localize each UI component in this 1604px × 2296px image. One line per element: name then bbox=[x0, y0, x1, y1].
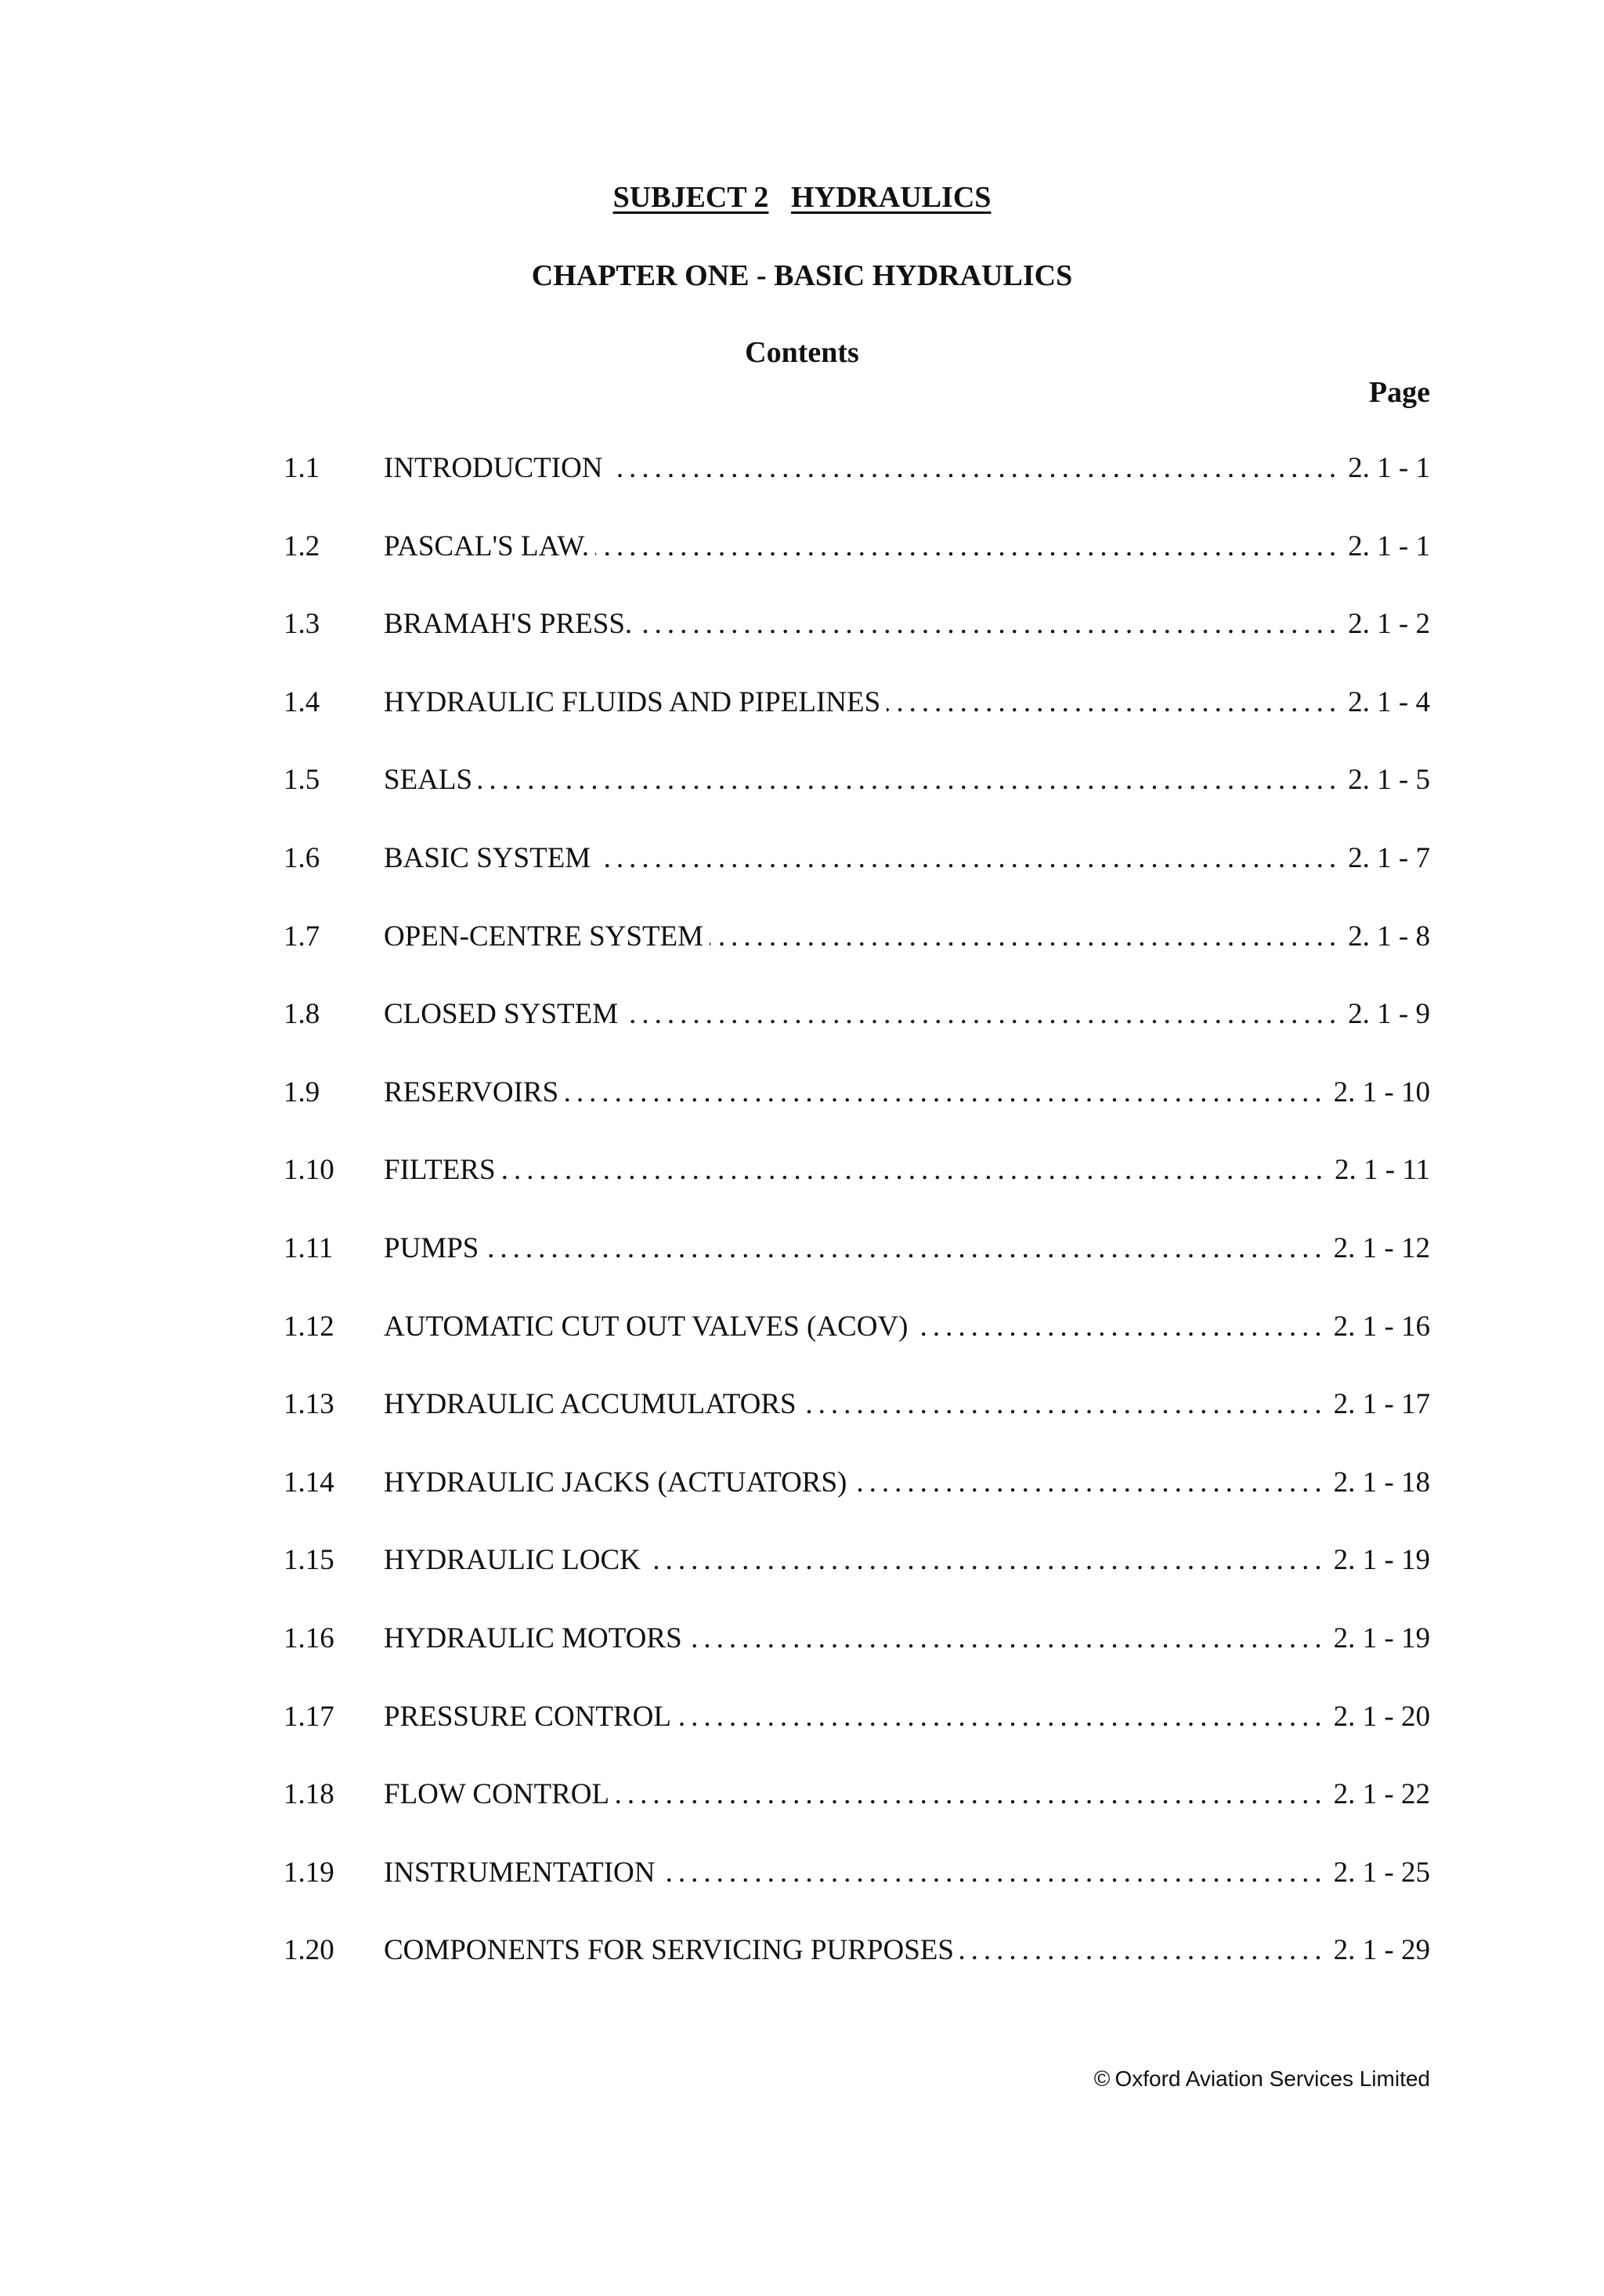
toc-entry-page: 2. 1 - 19 bbox=[1333, 1544, 1430, 1577]
toc-entry-page: 2. 1 - 9 bbox=[1348, 998, 1430, 1031]
toc-entry-title: INSTRUMENTATION bbox=[384, 1856, 656, 1889]
toc-entry-number: 1.4 bbox=[284, 685, 320, 718]
toc-entry-title: PRESSURE CONTROL bbox=[384, 1700, 671, 1733]
toc-entry-title: PUMPS bbox=[384, 1231, 479, 1264]
toc-entry-number: 1.19 bbox=[284, 1856, 334, 1889]
toc-entry-1-1[interactable] bbox=[284, 450, 1430, 528]
toc-entry-title: PASCAL'S LAW. bbox=[384, 530, 590, 562]
toc-entry-title: HYDRAULIC FLUIDS AND PIPELINES bbox=[384, 685, 881, 718]
toc-entry-page: 2. 1 - 17 bbox=[1333, 1388, 1430, 1421]
dot-leader bbox=[803, 1386, 1328, 1423]
toc-entry-1-17[interactable] bbox=[284, 1698, 1430, 1777]
toc-entry-title: SEALS bbox=[384, 764, 473, 797]
toc-entry-title: OPEN-CENTRE SYSTEM bbox=[384, 920, 704, 953]
toc-entry-number: 1.6 bbox=[284, 841, 320, 874]
dot-leader bbox=[677, 1698, 1328, 1736]
toc-entry-page: 2. 1 - 12 bbox=[1333, 1231, 1430, 1264]
dot-leader bbox=[688, 1620, 1328, 1658]
dot-leader bbox=[624, 996, 1342, 1033]
dot-leader bbox=[609, 450, 1342, 487]
toc-entry-title: CLOSED SYSTEM bbox=[384, 998, 619, 1031]
toc-entry-1-6[interactable] bbox=[284, 840, 1430, 918]
toc-entry-title: FLOW CONTROL bbox=[384, 1778, 610, 1811]
toc-entry-page: 2. 1 - 10 bbox=[1333, 1076, 1430, 1108]
toc-entry-title: BASIC SYSTEM bbox=[384, 841, 591, 874]
toc-entry-number: 1.5 bbox=[284, 764, 320, 797]
dot-leader bbox=[485, 1230, 1327, 1267]
toc-entry-number: 1.11 bbox=[284, 1231, 334, 1264]
toc-entry-number: 1.18 bbox=[284, 1778, 334, 1811]
contents-heading: Contents bbox=[745, 336, 859, 369]
dot-leader bbox=[502, 1152, 1328, 1189]
toc-entry-1-14[interactable] bbox=[284, 1464, 1430, 1542]
subject-number: SUBJECT 2 bbox=[612, 181, 769, 214]
toc-entry-number: 1.16 bbox=[284, 1622, 334, 1654]
dot-leader bbox=[638, 606, 1342, 643]
toc-entry-1-12[interactable] bbox=[284, 1308, 1430, 1387]
toc-entry-page: 2. 1 - 7 bbox=[1348, 841, 1430, 874]
dot-leader bbox=[853, 1464, 1327, 1502]
toc-entry-page: 2. 1 - 4 bbox=[1348, 685, 1430, 718]
toc-entry-1-10[interactable] bbox=[284, 1152, 1430, 1230]
dot-leader bbox=[647, 1542, 1328, 1579]
toc-entry-page: 2. 1 - 29 bbox=[1333, 1934, 1430, 1967]
toc-entry-1-2[interactable] bbox=[284, 528, 1430, 606]
toc-entry-page: 2. 1 - 22 bbox=[1333, 1778, 1430, 1811]
chapter-title: CHAPTER ONE - BASIC HYDRAULICS bbox=[531, 259, 1073, 292]
toc-entry-1-13[interactable] bbox=[284, 1386, 1430, 1464]
toc-entry-page: 2. 1 - 2 bbox=[1348, 608, 1430, 641]
toc-entry-page: 2. 1 - 19 bbox=[1333, 1622, 1430, 1654]
toc-entry-title: FILTERS bbox=[384, 1154, 496, 1187]
dot-leader bbox=[710, 918, 1342, 956]
toc-entry-title: HYDRAULIC MOTORS bbox=[384, 1622, 682, 1654]
toc-entry-number: 1.1 bbox=[284, 452, 320, 484]
toc-entry-number: 1.9 bbox=[284, 1076, 320, 1108]
toc-entry-1-15[interactable] bbox=[284, 1542, 1430, 1620]
toc-entry-page: 2. 1 - 5 bbox=[1348, 764, 1430, 797]
toc-entry-page: 2. 1 - 18 bbox=[1333, 1466, 1430, 1499]
dot-leader bbox=[479, 761, 1342, 799]
toc-entry-1-8[interactable] bbox=[284, 996, 1430, 1074]
copyright-symbol: © bbox=[1093, 2066, 1111, 2091]
toc-entry-title: COMPONENTS FOR SERVICING PURPOSES bbox=[384, 1934, 954, 1967]
dot-leader bbox=[915, 1308, 1328, 1346]
toc-entry-number: 1.12 bbox=[284, 1310, 334, 1343]
toc-entry-number: 1.7 bbox=[284, 920, 320, 953]
dot-leader bbox=[661, 1854, 1327, 1892]
toc-entry-number: 1.8 bbox=[284, 998, 320, 1031]
toc-entry-1-11[interactable] bbox=[284, 1230, 1430, 1308]
toc-entry-page: 2. 1 - 1 bbox=[1348, 452, 1430, 484]
toc-entry-page: 2. 1 - 11 bbox=[1335, 1154, 1430, 1187]
toc-entry-page: 2. 1 - 25 bbox=[1333, 1856, 1430, 1889]
toc-entry-title: HYDRAULIC ACCUMULATORS bbox=[384, 1388, 797, 1421]
toc-entry-number: 1.15 bbox=[284, 1544, 334, 1577]
toc-entry-page: 2. 1 - 20 bbox=[1333, 1700, 1430, 1733]
toc-entry-number: 1.13 bbox=[284, 1388, 334, 1421]
toc-entry-title: AUTOMATIC CUT OUT VALVES (ACOV) bbox=[384, 1310, 909, 1343]
toc-entry-1-4[interactable] bbox=[284, 684, 1430, 762]
dot-leader bbox=[597, 840, 1342, 877]
toc-entry-title: HYDRAULIC JACKS (ACTUATORS) bbox=[384, 1466, 847, 1499]
toc-entry-title: HYDRAULIC LOCK bbox=[384, 1544, 641, 1577]
dot-leader bbox=[887, 684, 1342, 721]
dot-leader bbox=[565, 1074, 1327, 1112]
copyright-footer bbox=[1094, 2065, 1430, 2093]
toc-entry-number: 1.20 bbox=[284, 1934, 334, 1967]
dot-leader bbox=[960, 1932, 1328, 1969]
toc-entry-number: 1.17 bbox=[284, 1700, 334, 1733]
toc-entry-page: 2. 1 - 16 bbox=[1333, 1310, 1430, 1343]
toc-entry-1-18[interactable] bbox=[284, 1776, 1430, 1854]
table-of-contents bbox=[284, 450, 1430, 2010]
page-column-label: Page bbox=[1368, 376, 1430, 409]
toc-entry-number: 1.2 bbox=[284, 530, 320, 562]
toc-entry-title: RESERVOIRS bbox=[384, 1076, 559, 1108]
toc-entry-1-7[interactable] bbox=[284, 918, 1430, 996]
toc-entry-1-5[interactable] bbox=[284, 761, 1430, 840]
toc-entry-1-3[interactable] bbox=[284, 606, 1430, 684]
toc-entry-title: BRAMAH'S PRESS. bbox=[384, 608, 633, 641]
toc-entry-1-20[interactable] bbox=[284, 1932, 1430, 2010]
toc-entry-number: 1.14 bbox=[284, 1466, 334, 1499]
dot-leader bbox=[595, 528, 1342, 566]
dot-leader bbox=[616, 1776, 1328, 1813]
toc-entry-1-9[interactable] bbox=[284, 1074, 1430, 1152]
toc-entry-1-16[interactable] bbox=[284, 1620, 1430, 1698]
toc-entry-page: 2. 1 - 8 bbox=[1348, 920, 1430, 953]
toc-entry-number: 1.3 bbox=[284, 608, 320, 641]
toc-entry-title: INTRODUCTION bbox=[384, 452, 603, 484]
toc-entry-1-19[interactable] bbox=[284, 1854, 1430, 1933]
copyright-text: Oxford Aviation Services Limited bbox=[1114, 2066, 1430, 2091]
subject-title bbox=[0, 179, 1604, 216]
toc-entry-page: 2. 1 - 1 bbox=[1348, 530, 1430, 562]
toc-entry-number: 1.10 bbox=[284, 1154, 334, 1187]
subject-name: HYDRAULICS bbox=[790, 181, 992, 214]
